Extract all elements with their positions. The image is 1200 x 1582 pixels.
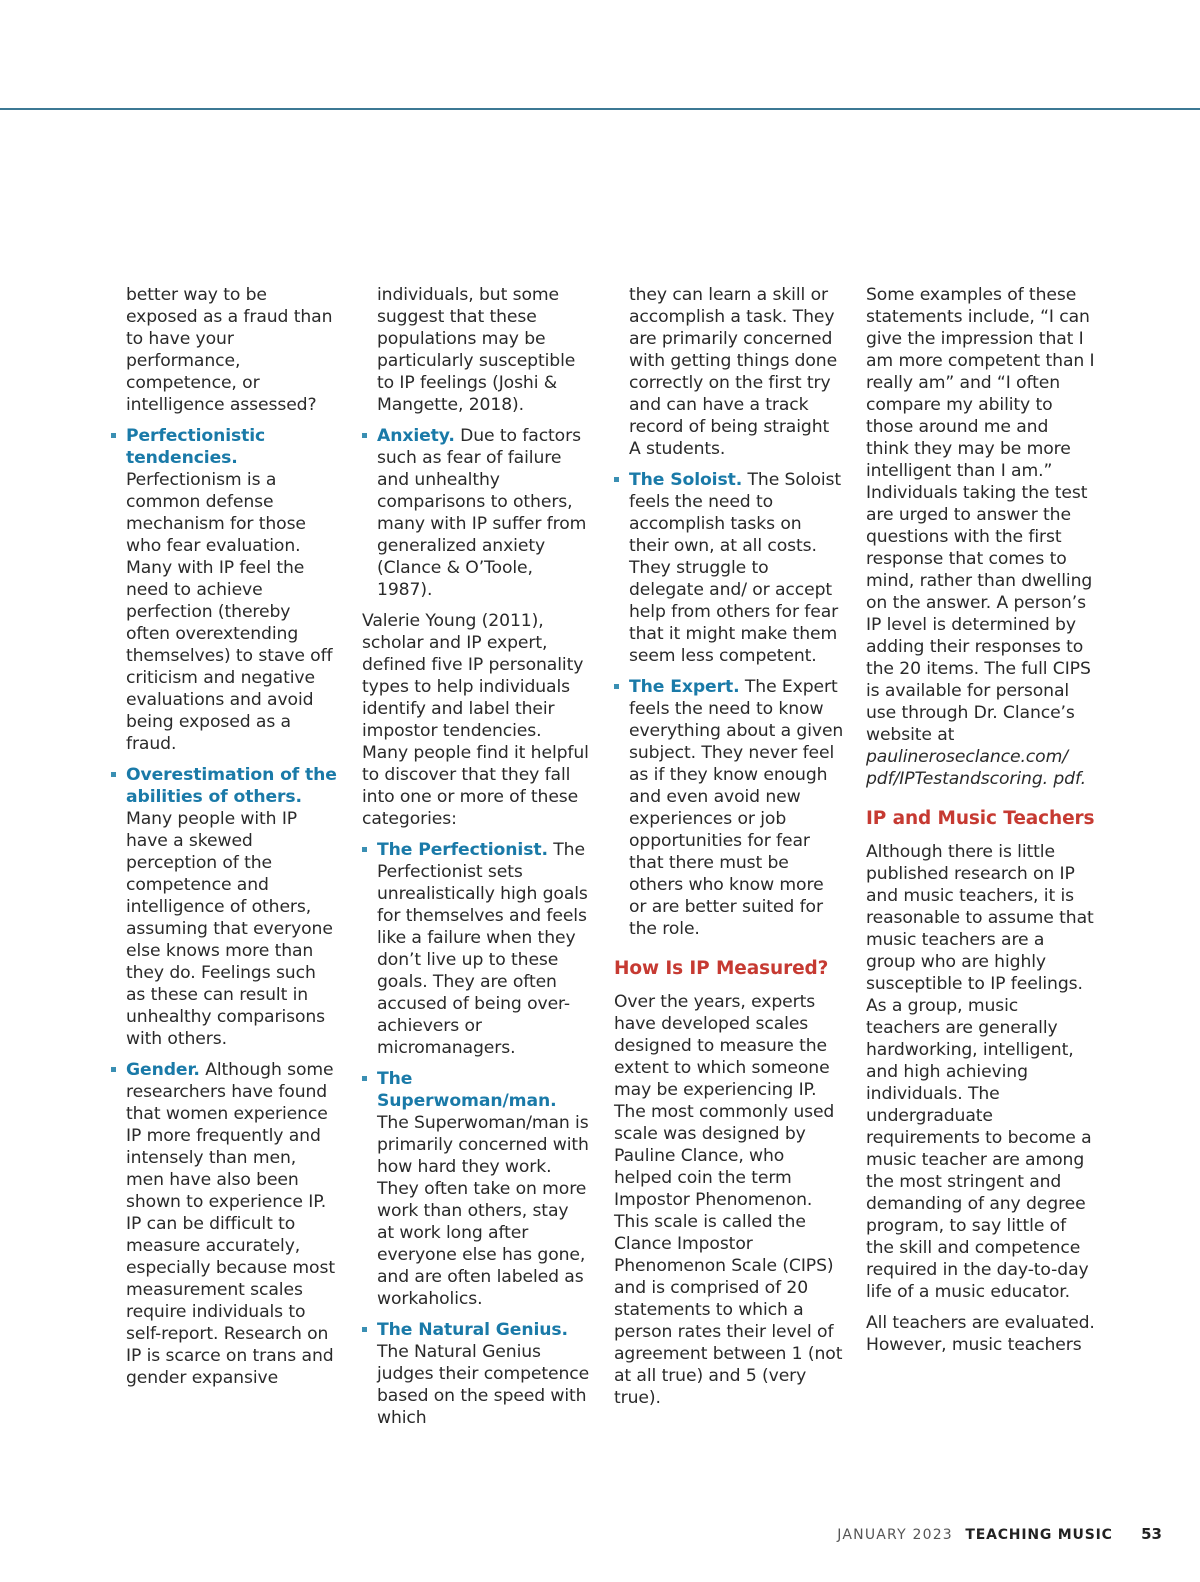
bullet-term: The Soloist. — [629, 470, 743, 490]
section-heading: IP and Music Teachers — [866, 808, 1095, 829]
body-text: Some examples of these statements include, “I can give the impression that I am more competent than I really am” and “I often compare my ability to those around me and think they may be more intelligent than I am.” Individuals taking the test are urged to answer the questions with the first response that comes to mind, rather than dwelling on the answer. A person’s IP level is determined by adding their responses to the 20 items. The full CIPS is available for personal use through Dr. Clance’s website at — [866, 285, 1095, 745]
bullet-term: The Expert. — [629, 677, 740, 697]
list-item — [111, 764, 337, 1050]
column-2 — [362, 284, 590, 1429]
bullet-text: Due to factors such as fear of failure and unhealthy comparisons to others, many with IP suffer from generalized anxiety (Clance & O’Toole, 1987). — [377, 426, 587, 600]
bullet-term: Gender. — [126, 1060, 200, 1080]
list-item — [614, 469, 844, 667]
bullet-text: The Perfectionist sets unrealistically high goals for themselves and feels like a failure when they don’t live up to these goals. They are often accused of being over-achievers or micromanagers. — [377, 840, 588, 1058]
column-1 — [111, 284, 337, 1389]
body-paragraph: All teachers are evaluated. However, music teachers — [866, 1313, 1095, 1355]
continued-text: individuals, but some suggest that these populations may be particularly susceptible to IP feelings (Joshi & Mangette, 2018). — [377, 285, 576, 415]
list-item — [362, 425, 590, 601]
list-item — [111, 425, 337, 755]
website-url: paulineroseclance.com/ pdf/IPTestandscoring. pdf. — [866, 747, 1086, 789]
bullet-text: The Expert feels the need to know everything about a given subject. They never feel as if they know enough and even avoid new experiences or job opportunities for fear that there must be others who know more or are better suited for the role. — [629, 677, 844, 939]
magazine-name: TEACHING MUSIC — [965, 1527, 1113, 1543]
bullet-text: Although some researchers have found that women experience IP more frequently and intensely than men, men have also been shown to experience IP. IP can be difficult to measure accurately, especially because most measurement scales require individuals to self-report. Research on IP is scarce on trans and gender expansive — [126, 1060, 335, 1388]
bullet-term: The Natural Genius. — [377, 1320, 568, 1340]
page-footer — [0, 1525, 1162, 1543]
list-item — [111, 1059, 337, 1389]
list-item — [614, 676, 844, 940]
bullet-text: The Soloist feels the need to accomplish tasks on their own, at all costs. They struggle to delegate and/ or accept help from others for fear that it might make them seem less competent. — [629, 470, 842, 666]
bullet-text: The Natural Genius judges their competence based on the speed with which — [377, 1342, 590, 1428]
body-paragraph: Valerie Young (2011), scholar and IP expert, defined five IP personality types to help individuals identify and label their impostor tendencies. Many people find it helpful to discover that they fall into one or more of these categories: — [362, 611, 589, 829]
personality-types-list-continued — [614, 469, 844, 940]
body-paragraph — [866, 284, 1096, 790]
bullet-text: The Superwoman/man is primarily concerned with how hard they work. They often take on more work than others, stay at work long after everyone else has gone, and are often labeled as workaholics. — [377, 1113, 589, 1309]
top-rule — [0, 108, 1200, 110]
issue-date: JANUARY 2023 — [837, 1527, 953, 1543]
ip-causes-list — [111, 425, 337, 1389]
page-number: 53 — [1141, 1525, 1162, 1543]
bullet-text: Many people with IP have a skewed perception of the competence and intelligence of others, assuming that everyone else knows more than they do. Feelings such as these can result in unhealthy comparisons with others. — [126, 809, 333, 1049]
bullet-term: The Superwoman/man. — [377, 1069, 557, 1111]
continued-text: better way to be exposed as a fraud than to have your performance, competence, or intelligence assessed? — [126, 285, 333, 415]
bullet-text: Perfectionism is a common defense mechanism for those who fear evaluation. Many with IP feel the need to achieve perfection (thereby often overextending themselves) to stave off criticism and negative evaluations and avoid being exposed as a fraud. — [126, 470, 333, 754]
bullet-term: Anxiety. — [377, 426, 455, 446]
personality-types-list — [362, 839, 590, 1429]
list-item — [362, 1319, 590, 1429]
continued-text: they can learn a skill or accomplish a task. They are primarily concerned with getting things done correctly on the first try and can have a track record of being straight A students. — [629, 285, 838, 459]
column-4 — [866, 284, 1096, 1356]
body-paragraph: Over the years, experts have developed scales designed to measure the extent to which someone may be experiencing IP. The most commonly used scale was designed by Pauline Clance, who helped coin the term Impostor Phenomenon. This scale is called the Clance Impostor Phenomenon Scale (CIPS) and is comprised of 20 statements to which a person rates their level of agreement between 1 (not at all true) and 5 (very true). — [614, 992, 843, 1408]
list-item — [362, 1068, 590, 1310]
column-3 — [614, 284, 844, 1409]
bullet-term: The Perfectionist. — [377, 840, 548, 860]
bullet-term: Overestimation of the abilities of others. — [126, 765, 337, 807]
body-paragraph: Although there is little published research on IP and music teachers, it is reasonable to assume that music teachers are a group who are highly susceptible to IP feelings. As a group, music teachers are generally hardworking, intelligent, and high achieving individuals. The undergraduate requirements to become a music teacher are among the most stringent and demanding of any degree program, to say little of the skill and competence required in the day-to-day life of a music educator. — [866, 842, 1094, 1302]
section-heading: How Is IP Measured? — [614, 958, 829, 979]
bullet-term: Perfectionistic tendencies. — [126, 426, 266, 468]
list-item — [362, 839, 590, 1059]
anxiety-list — [362, 425, 590, 601]
